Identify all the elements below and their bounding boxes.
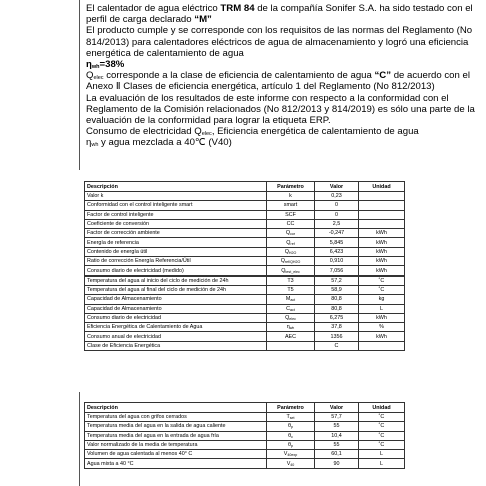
cell-description: Clase de Eficiencia Energética — [85, 341, 267, 350]
cell-value: 2,5 — [315, 219, 359, 228]
vertical-rule-top — [79, 0, 80, 170]
cell-value: 80,8 — [315, 295, 359, 304]
cell-value: 6,275 — [315, 313, 359, 322]
table-row — [85, 332, 405, 341]
cell-value: 0 — [315, 201, 359, 210]
cell-unit: ˚C — [359, 431, 405, 440]
cell-description: Factor de corrección ambiente — [85, 229, 267, 238]
cell-value: 55 — [315, 440, 359, 449]
cell-value: 1356 — [315, 332, 359, 341]
table-row — [85, 276, 405, 286]
cell-value: C — [315, 341, 359, 350]
table-row — [85, 247, 405, 256]
cell-unit: L — [359, 304, 405, 313]
header-unit: Unidad — [359, 403, 405, 413]
cell-unit: ˚C — [359, 276, 405, 286]
cell-unit: L — [359, 459, 405, 468]
cell-unit: kg — [359, 295, 405, 304]
table-row — [85, 257, 405, 266]
cell-description: Temperatura del agua al final del ciclo de medición de 24h — [85, 285, 267, 294]
paragraph-table-caption: Consumo de electricidad $Q_{elec}$, Eficiencia energética de calentamiento de agua $\eta_{wh}$ y agua mezclada a 40℃ (V40) — [86, 126, 419, 149]
cell-description: Agua mixta a 40 °C — [85, 459, 267, 468]
cell-parameter — [267, 341, 315, 350]
cell-parameter: T5 — [267, 285, 315, 294]
cell-value: 7,056 — [315, 266, 359, 276]
cell-description: Conformidad con el control inteligente smart — [85, 201, 267, 210]
cell-parameter: $T_{set}$ — [267, 413, 315, 422]
table-row — [85, 413, 405, 422]
cell-parameter: $Q_{ref/QH2O}$ — [267, 257, 315, 266]
cell-unit: % — [359, 323, 405, 332]
table-row — [85, 431, 405, 440]
cell-description: Energía de referencia — [85, 238, 267, 247]
cell-parameter: AEC — [267, 332, 315, 341]
header-description: Descripción — [85, 403, 267, 413]
table-row — [85, 210, 405, 219]
vertical-rule-bottom — [79, 392, 80, 486]
cell-parameter: $V_{40exp}$ — [267, 450, 315, 459]
cell-description: Valor normalizado de la media de temperatura — [85, 440, 267, 449]
cell-description: Consumo diario de electricidad — [85, 313, 267, 322]
cell-value: 58,9 — [315, 285, 359, 294]
cell-unit: kWh — [359, 238, 405, 247]
results-table — [84, 181, 405, 351]
cell-description: Temperatura media del agua en la salida de agua caliente — [85, 422, 267, 431]
cell-unit: ˚C — [359, 413, 405, 422]
cell-value: 0 — [315, 210, 359, 219]
cell-parameter: $V_{40}$ — [267, 459, 315, 468]
temperature-table — [84, 402, 405, 469]
cell-parameter: $Q_{H2O}$ — [267, 247, 315, 256]
cell-unit: kWh — [359, 266, 405, 276]
cell-unit — [359, 219, 405, 228]
load-profile: “M” — [194, 14, 212, 26]
table-row — [85, 341, 405, 350]
cell-unit — [359, 201, 405, 210]
cell-unit: kWh — [359, 257, 405, 266]
table-row — [85, 323, 405, 332]
cell-parameter: $Q_{test\_elec}$ — [267, 266, 315, 276]
table-row — [85, 192, 405, 201]
cell-parameter: $C_{act}$ — [267, 304, 315, 313]
cell-unit: ˚C — [359, 440, 405, 449]
efficiency-result: $\eta_{wh}=38\%$ — [86, 59, 125, 71]
cell-parameter: $Q_{ref}$ — [267, 238, 315, 247]
cell-description: Temperatura media del agua en la entrada de agua fría — [85, 431, 267, 440]
cell-description: Coeficiente de conversión — [85, 219, 267, 228]
header-description: Descripción — [85, 182, 267, 192]
table-row — [85, 422, 405, 431]
table-row — [85, 219, 405, 228]
cell-unit — [359, 341, 405, 350]
cell-parameter: $Q_{cor}$ — [267, 229, 315, 238]
cell-unit: kWh — [359, 332, 405, 341]
cell-description: Contenido de energía útil — [85, 247, 267, 256]
cell-description: Volumen de agua calentada al menos 40° C — [85, 450, 267, 459]
cell-parameter: $\theta_p$ — [267, 422, 315, 431]
cell-description: Consumo anual de electricidad — [85, 332, 267, 341]
cell-unit — [359, 210, 405, 219]
cell-parameter: smart — [267, 201, 315, 210]
cell-description: Factor de control inteligente — [85, 210, 267, 219]
cell-parameter: $\theta_c$ — [267, 431, 315, 440]
paragraph-compliance: El producto cumple y se corresponde con los requisitos de las normas del Reglamento (No 814/2013) para calentadores eléctricos de agua de almacenamiento y logró una eficiencia energética de calentamiento de agua — [86, 25, 473, 59]
cell-unit: ˚C — [359, 285, 405, 294]
table-header-row — [85, 182, 405, 192]
table-row — [85, 295, 405, 304]
cell-unit: kWh — [359, 229, 405, 238]
paragraph-test-statement: El calentador de agua eléctrico TRM 84 de la compañía Sonifer S.A. ha sido testado con el perfil de carga declarado “M” — [86, 3, 473, 26]
cell-unit: kWh — [359, 313, 405, 322]
header-parameter: Parámetro — [267, 403, 315, 413]
cell-value: 80,8 — [315, 304, 359, 313]
cell-description: Ratio de corrección Energía Referencia/Útil — [85, 257, 267, 266]
cell-parameter: SCF — [267, 210, 315, 219]
table-header-row — [85, 403, 405, 413]
report-intro — [86, 3, 482, 149]
cell-value: 57,7 — [315, 413, 359, 422]
header-value: Valor — [315, 182, 359, 192]
cell-description: Eficiencia Energética de Calentamiento de Agua — [85, 323, 267, 332]
efficiency-class: “C” — [374, 70, 392, 82]
cell-parameter: $M_{act}$ — [267, 295, 315, 304]
table-row — [85, 313, 405, 322]
cell-parameter: $Q_{elec}$ — [267, 313, 315, 322]
cell-parameter: $\theta_p$ — [267, 440, 315, 449]
cell-value: 6,423 — [315, 247, 359, 256]
cell-unit — [359, 192, 405, 201]
cell-value: 60,1 — [315, 450, 359, 459]
cell-description: Temperatura del agua con grifos cerrados — [85, 413, 267, 422]
header-unit: Unidad — [359, 182, 405, 192]
cell-description: Capacidad de Almacenamiento — [85, 304, 267, 313]
cell-unit: ˚C — [359, 422, 405, 431]
table-row — [85, 229, 405, 238]
table-row — [85, 238, 405, 247]
table-row — [85, 285, 405, 294]
cell-description: Valor k — [85, 192, 267, 201]
cell-value: 57,2 — [315, 276, 359, 286]
cell-value: 90 — [315, 459, 359, 468]
header-value: Valor — [315, 403, 359, 413]
cell-unit: kWh — [359, 247, 405, 256]
table-row — [85, 440, 405, 449]
table-row — [85, 450, 405, 459]
table-row — [85, 304, 405, 313]
cell-value: 37,8 — [315, 323, 359, 332]
cell-value: 10,4 — [315, 431, 359, 440]
cell-value: 5,845 — [315, 238, 359, 247]
paragraph-evaluation-scope: La evaluación de los resultados de este informe con respecto a la conformidad con el Reglamento de la Comisión relacionados (No 812/2013 y 814/2019) es sólo una parte de la evaluación de la conformidad para lograr la etiqueta ERP. — [86, 92, 475, 127]
cell-unit: L — [359, 450, 405, 459]
paragraph-efficiency-class: $Q_{elec}$ corresponde a la clase de eficiencia de calentamiento de agua “C” de acuerdo con el Anexo Ⅱ Clases de eficiencia energética, artículo 1 del Reglamento (No 812/2013) — [86, 70, 470, 93]
cell-parameter: $\eta_{wh}$ — [267, 323, 315, 332]
cell-parameter: T3 — [267, 276, 315, 286]
cell-value: -0,247 — [315, 229, 359, 238]
table-row — [85, 201, 405, 210]
header-parameter: Parámetro — [267, 182, 315, 192]
cell-description: Temperatura del agua al inicio del ciclo de medición de 24h — [85, 276, 267, 286]
cell-value: 0,23 — [315, 192, 359, 201]
cell-parameter: CC — [267, 219, 315, 228]
cell-parameter: k — [267, 192, 315, 201]
cell-value: 55 — [315, 422, 359, 431]
table-row — [85, 266, 405, 276]
cell-description: Consumo diario de electricidad (medido) — [85, 266, 267, 276]
model-name: TRM 84 — [220, 3, 255, 14]
cell-value: 0,910 — [315, 257, 359, 266]
cell-description: Capacidad de Almacenamiento — [85, 295, 267, 304]
table-row — [85, 459, 405, 468]
